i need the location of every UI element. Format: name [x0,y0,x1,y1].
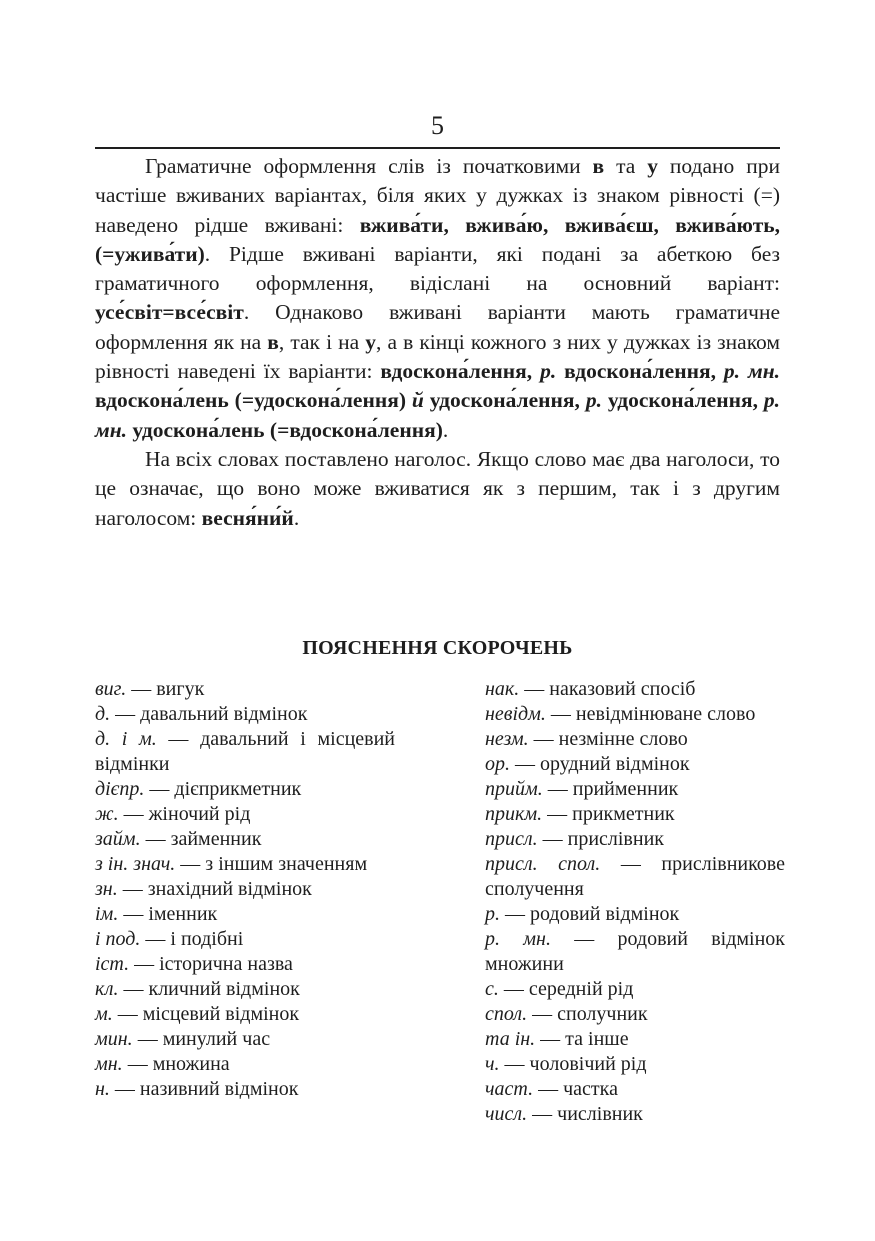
abbreviation-definition: — множина [122,1053,230,1075]
abbreviation-definition: — з іншим значенням [175,853,368,875]
abbreviation-term: присл. [485,828,538,850]
abbreviation-entry [95,877,395,902]
bold-example: удоскона́лень (=вдоскона́лення) [127,417,443,442]
abbreviation-definition: — минулий час [132,1028,271,1050]
text-segment: , так і на [278,329,366,354]
abbreviation-term: м. [95,1003,113,1025]
abbreviation-term: мин. [95,1028,133,1050]
text-segment: . [293,505,300,530]
paragraph-grammar [95,152,780,445]
bold-example: р. [585,388,602,413]
abbreviation-term: ч. [485,1053,500,1075]
abbreviation-term: д. [95,703,111,725]
abbreviation-entry [485,977,785,1002]
abbreviation-term: д. і м. [95,728,157,750]
abbreviations-left-column [95,677,395,1102]
abbreviation-term: присл. спол. [485,853,601,875]
abbreviation-entry [485,1052,785,1077]
abbreviation-term: зн. [95,878,118,900]
abbreviation-entry [485,727,785,752]
abbreviation-entry [95,677,395,702]
abbreviation-entry [95,952,395,977]
abbreviation-term: спол. [485,1003,528,1025]
abbreviation-definition: — вигук [126,678,205,700]
abbreviation-term: прийм. [485,778,543,800]
abbreviation-entry [95,927,395,952]
abbreviation-definition: — і подібні [140,928,244,950]
abbreviation-term: ор. [485,753,510,775]
bold-example: вдоскона́лення, [380,359,541,384]
text-segment: . [442,417,449,442]
bold-example: у [365,329,377,354]
bold-example: в [592,154,605,178]
abbreviation-definition: — та інше [535,1028,629,1050]
abbreviation-entry [95,902,395,927]
bold-example: удоскона́лення, [601,388,764,413]
abbreviation-definition: — чоловічий рід [499,1053,647,1075]
abbreviation-definition: — невідмінюване слово [545,703,756,725]
abbreviation-definition: — родовий відмінок [500,903,680,925]
abbreviation-term: числ. [485,1103,528,1125]
abbreviation-definition: — знахідний відмінок [117,878,312,900]
abbreviation-definition: — орудний відмінок [510,753,690,775]
abbreviation-definition: — жіночий рід [118,803,251,825]
bold-example: усе́світ=все́світ [95,300,244,325]
abbreviation-term: іст. [95,953,130,975]
abbreviation-entry [95,727,395,777]
page-number: 5 [431,111,444,140]
abbreviation-entry [485,1002,785,1027]
abbreviation-entry [95,827,395,852]
abbreviation-definition: — числівник [527,1103,643,1125]
abbreviation-definition: — займенник [140,828,262,850]
abbreviation-entry [485,1077,785,1102]
abbreviation-entry [485,852,785,902]
bold-example: й [411,388,424,413]
abbreviation-entry [485,802,785,827]
text-segment: На всіх словах поставлено наголос. Якщо слово має два наголоси, то це означає, що воно може вживатися як з першим, так і з другим наголосом: [95,446,780,530]
abbreviation-term: с. [485,978,499,1000]
abbreviation-entry [95,1027,395,1052]
abbreviation-entry [95,1002,395,1027]
abbreviation-term: мн. [95,1053,123,1075]
abbreviation-definition: — дієприкметник [144,778,302,800]
abbreviation-definition: — родовий відмінок множини [485,928,785,975]
abbreviation-entry [95,802,395,827]
abbreviation-term: прикм. [485,803,543,825]
abbreviation-definition: — давальний відмінок [110,703,308,725]
bold-example: у [647,154,658,178]
abbreviation-definition: — прислівник [537,828,664,850]
bold-example: весня́ни́й [201,505,294,530]
paragraph-stress [95,445,780,533]
bold-example: р. мн. [95,388,781,442]
abbreviation-definition: — кличний відмінок [118,978,300,1000]
bold-example: в [267,329,279,354]
abbreviation-definition: — сполучник [527,1003,648,1025]
abbreviation-entry [95,702,395,727]
abbreviation-term: виг. [95,678,127,700]
abbreviation-entry [95,777,395,802]
abbreviation-term: ім. [95,903,119,925]
bold-example: удоскона́лення, [423,388,586,413]
abbreviation-term: н. [95,1078,110,1100]
abbreviation-definition: — прислівникове сполучення [485,853,786,900]
abbreviations-right-column [485,677,785,1127]
abbreviation-entry [485,1102,785,1127]
abbreviation-definition: — частка [533,1078,618,1100]
abbreviation-entry [485,777,785,802]
bold-example: вжива́ти, вжива́ю, вжива́єш, вжива́ють, (=ужива́ти) [95,212,780,266]
abbreviation-definition: — називний відмінок [109,1078,299,1100]
text-segment: та [604,154,648,178]
abbreviation-entry [485,927,785,977]
abbreviation-entry [95,1052,395,1077]
bold-example: вдоскона́лення, [556,359,724,384]
abbreviation-definition: — іменник [118,903,218,925]
bold-example: р. мн. [723,359,781,384]
text-segment: . Однаково вживані варіанти мають граматичне оформлення як на [95,300,780,354]
abbreviation-definition: — місцевий відмінок [112,1003,300,1025]
abbreviation-definition: — давальний і місцевий відмінки [95,728,395,775]
abbreviation-term: невідм. [485,703,546,725]
abbreviation-term: кл. [95,978,119,1000]
abbreviation-entry [485,677,785,702]
abbreviation-term: дієпр. [95,778,145,800]
intro-text [95,152,780,533]
bold-example: р. [540,359,557,384]
text-segment: подано при частіше вживаних варіантах, біля яких у дужках із знаком рівності (=) наведено рідше вживані: [95,154,780,237]
abbreviation-definition: — прийменник [542,778,679,800]
abbreviation-term: з ін. знач. [95,853,176,875]
abbreviation-definition: — історична назва [129,953,293,975]
abbreviation-definition: — наказовий спосіб [519,678,696,700]
abbreviation-term: ж. [95,803,119,825]
abbreviation-entry [485,827,785,852]
abbreviation-entry [95,1077,395,1102]
abbreviation-definition: — середній рід [498,978,634,1000]
bold-example: вдоскона́лень (=удоскона́лення) [95,388,412,413]
abbreviation-term: займ. [95,828,141,850]
text-segment: Граматичне оформлення слів із початковими [145,154,593,178]
abbreviation-entry [485,702,785,727]
abbreviation-term: част. [485,1078,534,1100]
abbreviation-term: р. мн. [485,928,551,950]
abbreviation-term: і под. [95,928,141,950]
abbreviation-entry [95,977,395,1002]
abbreviation-term: р. [485,903,500,925]
abbreviation-term: нак. [485,678,520,700]
abbreviation-entry [485,902,785,927]
abbreviation-term: та ін. [485,1028,536,1050]
abbreviation-term: незм. [485,728,529,750]
abbreviation-entry [485,752,785,777]
header-rule [95,147,780,149]
abbreviation-definition: — прикметник [542,803,675,825]
abbreviation-definition: — незмінне слово [528,728,688,750]
abbreviation-entry [95,852,395,877]
abbreviations-heading: ПОЯСНЕННЯ СКОРОЧЕНЬ [302,637,573,659]
text-segment: . Рідше вживані варіанти, які подані за абеткою без граматичного оформлення, відіслані на основний варіант: [95,241,780,296]
abbreviation-entry [485,1027,785,1052]
text-segment: , а в кінці кожного з них у дужках із знаком рівності наведені їх варіанти: [95,329,780,384]
